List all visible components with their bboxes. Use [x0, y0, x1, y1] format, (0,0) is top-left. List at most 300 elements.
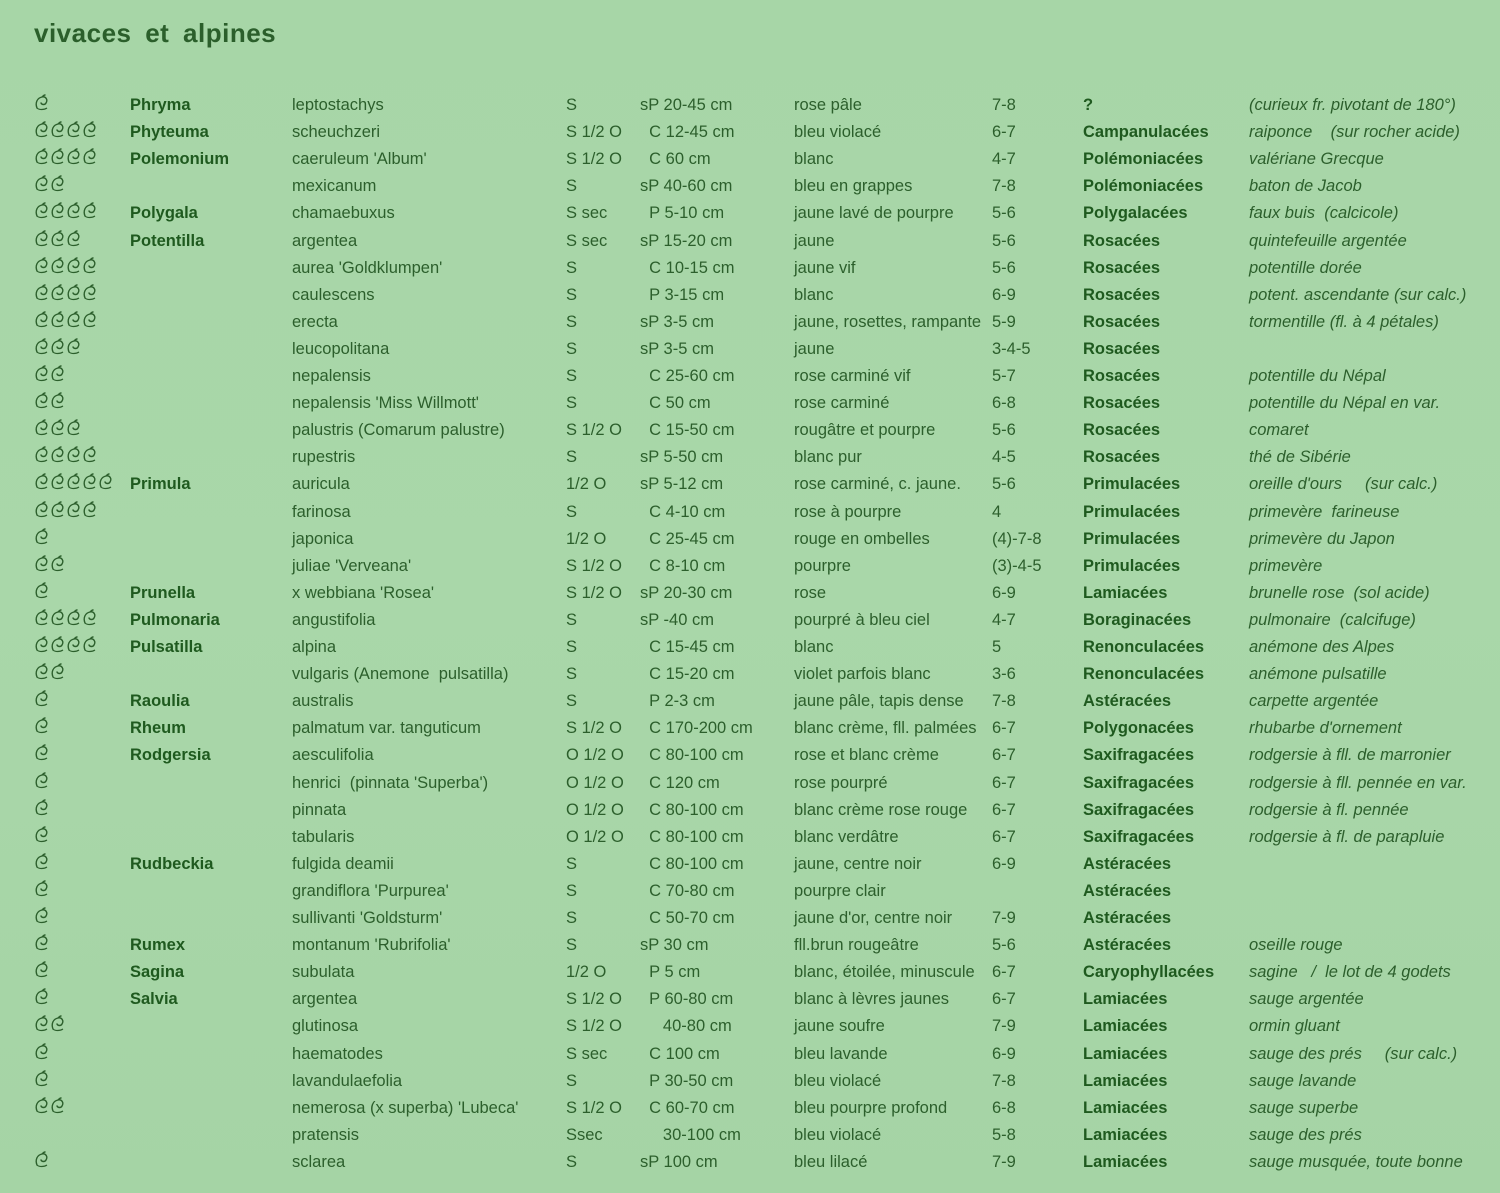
- hardiness-icon: [34, 636, 50, 654]
- hardiness-icon: [66, 257, 82, 275]
- hardiness-icon: [82, 473, 98, 491]
- species-cell: glutinosa: [292, 1017, 359, 1036]
- note-cell: primevère: [1249, 556, 1323, 575]
- flower-color-cell: blanc crème rose rouge: [794, 800, 968, 819]
- note-cell: (curieux fr. pivotant de 180°): [1249, 96, 1456, 114]
- flowering-period-cell: 6-9: [992, 854, 1016, 873]
- hardiness-icon: [66, 121, 82, 139]
- hardiness-icon: [82, 284, 98, 302]
- table-row: [0, 661, 1500, 688]
- flowering-period-cell: 6-7: [992, 773, 1016, 792]
- hardiness-icon: [50, 284, 66, 302]
- flowering-period-cell: 3-6: [992, 665, 1016, 684]
- flowering-period-cell: 3-4-5: [992, 339, 1031, 358]
- table-row: [0, 92, 1500, 119]
- species-cell: fulgida deamii: [292, 854, 394, 873]
- table-row: [0, 499, 1500, 526]
- note-cell: potentille du Népal: [1249, 367, 1386, 385]
- hardiness-icon: [66, 636, 82, 654]
- hardiness-rating: [34, 365, 66, 383]
- note-cell: rodgersie à fl. de parapluie: [1249, 827, 1445, 846]
- hardiness-rating: [34, 175, 66, 193]
- note-cell: baton de Jacob: [1249, 177, 1362, 196]
- soil-height-cell: C 15-45 cm: [640, 638, 735, 656]
- soil-height-cell: sP 3-5 cm: [640, 312, 714, 331]
- flower-color-cell: rose pâle: [794, 96, 862, 114]
- family-cell: Lamiacées: [1083, 1152, 1168, 1171]
- table-row: [0, 1122, 1500, 1149]
- hardiness-icon: [82, 501, 98, 519]
- soil-height-cell: P 30-50 cm: [640, 1071, 734, 1090]
- hardiness-icon: [82, 121, 98, 139]
- hardiness-icon: [50, 175, 66, 193]
- exposure-cell: S 1/2 O: [566, 990, 622, 1009]
- hardiness-rating: [34, 961, 50, 979]
- exposure-cell: S: [566, 394, 578, 413]
- species-cell: alpina: [292, 638, 337, 656]
- exposure-cell: S: [566, 367, 578, 385]
- exposure-cell: S: [566, 936, 578, 955]
- table-row: [0, 119, 1500, 146]
- flower-color-cell: pourpré à bleu ciel: [794, 610, 930, 629]
- hardiness-rating: [34, 121, 98, 139]
- hardiness-icon: [66, 230, 82, 248]
- species-cell: mexicanum: [292, 177, 377, 196]
- hardiness-icon: [34, 826, 50, 844]
- soil-height-cell: C 12-45 cm: [640, 123, 735, 142]
- family-cell: Renonculacées: [1083, 638, 1205, 656]
- hardiness-icon: [50, 202, 66, 220]
- table-row: [0, 309, 1500, 336]
- family-cell: Astéracées: [1083, 881, 1172, 900]
- exposure-cell: S 1/2 O: [566, 1098, 622, 1117]
- flowering-period-cell: 6-8: [992, 1098, 1016, 1117]
- note-cell: raiponce (sur rocher acide): [1249, 123, 1460, 142]
- species-cell: caeruleum 'Album': [292, 150, 427, 169]
- soil-height-cell: C 15-20 cm: [640, 665, 735, 684]
- hardiness-icon: [34, 880, 50, 898]
- hardiness-icon: [82, 202, 98, 220]
- table-row: [0, 634, 1500, 661]
- genus-cell: Sagina: [130, 963, 185, 982]
- table-row: [0, 417, 1500, 444]
- flower-color-cell: blanc: [794, 638, 834, 656]
- family-cell: Rosacées: [1083, 231, 1161, 250]
- hardiness-icon: [34, 1097, 50, 1115]
- table-row: [0, 1149, 1500, 1176]
- hardiness-rating: [34, 148, 98, 166]
- species-cell: auricula: [292, 475, 350, 494]
- hardiness-icon: [34, 582, 50, 600]
- note-cell: brunelle rose (sol acide): [1249, 583, 1430, 602]
- hardiness-icon: [34, 311, 50, 329]
- family-cell: Rosacées: [1083, 394, 1161, 413]
- hardiness-icon: [66, 284, 82, 302]
- genus-cell: Salvia: [130, 990, 178, 1009]
- soil-height-cell: P 60-80 cm: [640, 990, 734, 1009]
- flower-color-cell: bleu pourpre profond: [794, 1098, 948, 1117]
- soil-height-cell: C 25-60 cm: [640, 367, 735, 385]
- species-cell: subulata: [292, 963, 355, 982]
- species-cell: pinnata: [292, 800, 347, 819]
- species-cell: erecta: [292, 312, 338, 331]
- flower-color-cell: jaune: [794, 339, 835, 358]
- note-cell: sauge lavande: [1249, 1071, 1357, 1090]
- soil-height-cell: 30-100 cm: [640, 1125, 741, 1144]
- family-cell: Lamiacées: [1083, 1098, 1168, 1117]
- soil-height-cell: C 60 cm: [640, 150, 711, 169]
- genus-cell: Primula: [130, 475, 191, 494]
- family-cell: Primulacées: [1083, 502, 1181, 521]
- family-cell: Saxifragacées: [1083, 800, 1194, 819]
- species-cell: nepalensis 'Miss Willmott': [292, 394, 479, 413]
- table-row: [0, 905, 1500, 932]
- exposure-cell: O 1/2 O: [566, 773, 624, 792]
- hardiness-icon: [82, 636, 98, 654]
- family-cell: Saxifragacées: [1083, 746, 1194, 765]
- hardiness-rating: [34, 446, 98, 464]
- note-cell: thé de Sibérie: [1249, 448, 1351, 467]
- genus-cell: Polemonium: [130, 150, 230, 169]
- table-row: [0, 228, 1500, 255]
- hardiness-rating: [34, 1015, 66, 1033]
- note-cell: rodgersie à fll. de marronier: [1249, 746, 1451, 765]
- soil-height-cell: C 120 cm: [640, 773, 720, 792]
- table-row: [0, 986, 1500, 1013]
- hardiness-icon: [50, 419, 66, 437]
- flowering-period-cell: 5-6: [992, 421, 1016, 440]
- hardiness-rating: [34, 907, 50, 925]
- flowering-period-cell: 6-7: [992, 746, 1016, 765]
- hardiness-icon: [50, 446, 66, 464]
- flower-color-cell: jaune d'or, centre noir: [794, 909, 953, 927]
- flowering-period-cell: 5-8: [992, 1125, 1016, 1144]
- family-cell: Rosacées: [1083, 312, 1161, 331]
- family-cell: Astéracées: [1083, 936, 1172, 955]
- flower-color-cell: bleu en grappes: [794, 177, 913, 196]
- flowering-period-cell: 4-5: [992, 448, 1016, 467]
- hardiness-icon: [34, 1043, 50, 1061]
- note-cell: sauge superbe: [1249, 1098, 1359, 1117]
- hardiness-rating: [34, 934, 50, 952]
- soil-height-cell: P 3-15 cm: [640, 285, 725, 304]
- soil-height-cell: 40-80 cm: [640, 1017, 732, 1036]
- hardiness-icon: [66, 419, 82, 437]
- hardiness-rating: [34, 1070, 50, 1088]
- flower-color-cell: blanc verdâtre: [794, 827, 899, 846]
- soil-height-cell: C 50 cm: [640, 394, 711, 413]
- soil-height-cell: C 10-15 cm: [640, 258, 735, 277]
- flowering-period-cell: 5-6: [992, 936, 1016, 955]
- hardiness-icon: [50, 501, 66, 519]
- species-cell: australis: [292, 692, 354, 711]
- table-row: [0, 580, 1500, 607]
- family-cell: Saxifragacées: [1083, 827, 1194, 846]
- hardiness-icon: [50, 609, 66, 627]
- family-cell: Astéracées: [1083, 909, 1172, 927]
- hardiness-icon: [82, 446, 98, 464]
- flowering-period-cell: 6-7: [992, 990, 1016, 1009]
- hardiness-icon: [50, 555, 66, 573]
- species-cell: farinosa: [292, 502, 351, 521]
- exposure-cell: S: [566, 285, 578, 304]
- soil-height-cell: C 100 cm: [640, 1044, 720, 1063]
- flower-color-cell: jaune pâle, tapis dense: [794, 692, 964, 711]
- exposure-cell: S: [566, 881, 578, 900]
- table-row: [0, 824, 1500, 851]
- exposure-cell: S: [566, 692, 578, 711]
- flower-color-cell: rose à pourpre: [794, 502, 902, 521]
- hardiness-icon: [34, 501, 50, 519]
- exposure-cell: 1/2 O: [566, 963, 607, 982]
- soil-height-cell: sP 100 cm: [640, 1152, 718, 1171]
- soil-height-cell: sP 40-60 cm: [640, 177, 733, 196]
- note-cell: ormin gluant: [1249, 1017, 1340, 1036]
- exposure-cell: S: [566, 854, 578, 873]
- species-cell: henrici (pinnata 'Superba'): [292, 773, 489, 792]
- note-cell: oreille d'ours (sur calc.): [1249, 475, 1438, 494]
- hardiness-icon: [34, 772, 50, 790]
- family-cell: Lamiacées: [1083, 1017, 1168, 1036]
- flower-color-cell: blanc: [794, 150, 834, 169]
- table-row: [0, 146, 1500, 173]
- hardiness-icon: [50, 1097, 66, 1115]
- species-cell: sullivanti 'Goldsturm': [292, 909, 443, 927]
- hardiness-icon: [98, 473, 114, 491]
- flower-color-cell: bleu lavande: [794, 1044, 888, 1063]
- family-cell: Rosacées: [1083, 339, 1161, 358]
- hardiness-icon: [66, 446, 82, 464]
- flower-color-cell: rose carminé, c. jaune.: [794, 475, 961, 494]
- exposure-cell: S: [566, 1152, 578, 1171]
- note-cell: rodgersie à fl. pennée: [1249, 800, 1409, 819]
- hardiness-icon: [34, 907, 50, 925]
- table-row: [0, 688, 1500, 715]
- table-row: [0, 797, 1500, 824]
- flower-color-cell: rose carminé vif: [794, 367, 911, 385]
- soil-height-cell: sP 5-12 cm: [640, 475, 724, 494]
- hardiness-rating: [34, 555, 66, 573]
- exposure-cell: S 1/2 O: [566, 719, 622, 738]
- flower-color-cell: blanc: [794, 285, 834, 304]
- hardiness-rating: [34, 284, 98, 302]
- hardiness-icon: [66, 148, 82, 166]
- note-cell: carpette argentée: [1249, 692, 1379, 711]
- note-cell: anémone des Alpes: [1249, 638, 1395, 656]
- flowering-period-cell: 5-9: [992, 312, 1016, 331]
- species-cell: japonica: [292, 529, 354, 548]
- table-row: [0, 282, 1500, 309]
- flower-color-cell: bleu violacé: [794, 1125, 882, 1144]
- table-row: [0, 878, 1500, 905]
- species-cell: angustifolia: [292, 610, 376, 629]
- flowering-period-cell: (3)-4-5: [992, 556, 1042, 575]
- exposure-cell: S 1/2 O: [566, 1017, 622, 1036]
- family-cell: Polémoniacées: [1083, 150, 1204, 169]
- exposure-cell: O 1/2 O: [566, 800, 624, 819]
- exposure-cell: S: [566, 502, 578, 521]
- hardiness-icon: [66, 311, 82, 329]
- hardiness-icon: [34, 988, 50, 1006]
- family-cell: ?: [1083, 96, 1094, 114]
- flower-color-cell: rouge en ombelles: [794, 529, 930, 548]
- species-cell: montanum 'Rubrifolia': [292, 936, 451, 955]
- note-cell: quintefeuille argentée: [1249, 231, 1407, 250]
- hardiness-rating: [34, 501, 98, 519]
- table-row: [0, 851, 1500, 878]
- family-cell: Saxifragacées: [1083, 773, 1194, 792]
- family-cell: Lamiacées: [1083, 583, 1168, 602]
- species-cell: leptostachys: [292, 96, 384, 114]
- flower-color-cell: pourpre clair: [794, 881, 886, 900]
- note-cell: comaret: [1249, 421, 1309, 440]
- genus-cell: Potentilla: [130, 231, 205, 250]
- family-cell: Rosacées: [1083, 448, 1161, 467]
- genus-cell: Rudbeckia: [130, 854, 214, 873]
- hardiness-icon: [34, 257, 50, 275]
- family-cell: Primulacées: [1083, 475, 1181, 494]
- hardiness-icon: [34, 121, 50, 139]
- exposure-cell: S: [566, 638, 578, 656]
- hardiness-icon: [34, 609, 50, 627]
- hardiness-rating: [34, 636, 98, 654]
- hardiness-rating: [34, 392, 66, 410]
- flower-color-cell: blanc pur: [794, 448, 862, 467]
- hardiness-rating: [34, 473, 114, 491]
- exposure-cell: S: [566, 177, 578, 196]
- soil-height-cell: C 8-10 cm: [640, 556, 726, 575]
- note-cell: potent. ascendante (sur calc.): [1249, 285, 1467, 304]
- species-cell: x webbiana 'Rosea': [292, 583, 435, 602]
- soil-height-cell: sP 15-20 cm: [640, 231, 733, 250]
- hardiness-rating: [34, 1043, 50, 1061]
- note-cell: sauge musquée, toute bonne: [1249, 1152, 1463, 1171]
- flowering-period-cell: 4-7: [992, 610, 1016, 629]
- genus-cell: Rumex: [130, 936, 186, 955]
- genus-cell: Pulmonaria: [130, 610, 220, 629]
- flower-color-cell: violet parfois blanc: [794, 665, 931, 684]
- note-cell: valériane Grecque: [1249, 150, 1384, 169]
- hardiness-rating: [34, 338, 82, 356]
- species-cell: sclarea: [292, 1152, 346, 1171]
- hardiness-icon: [34, 528, 50, 546]
- table-row: [0, 255, 1500, 282]
- flower-color-cell: jaune lavé de pourpre: [794, 204, 954, 223]
- exposure-cell: S: [566, 96, 578, 114]
- species-cell: vulgaris (Anemone pulsatilla): [292, 665, 509, 684]
- species-cell: nepalensis: [292, 367, 371, 385]
- flowering-period-cell: 7-8: [992, 177, 1016, 196]
- genus-cell: Phyteuma: [130, 123, 209, 142]
- flowering-period-cell: 5-6: [992, 231, 1016, 250]
- hardiness-rating: [34, 1097, 66, 1115]
- hardiness-icon: [34, 202, 50, 220]
- hardiness-icon: [50, 365, 66, 383]
- species-cell: palmatum var. tanguticum: [292, 719, 481, 738]
- table-row: [0, 444, 1500, 471]
- species-cell: leucopolitana: [292, 339, 390, 358]
- table-row: [0, 1095, 1500, 1122]
- soil-height-cell: P 5-10 cm: [640, 204, 725, 223]
- exposure-cell: S: [566, 1071, 578, 1090]
- exposure-cell: 1/2 O: [566, 475, 607, 494]
- hardiness-rating: [34, 202, 98, 220]
- species-cell: argentea: [292, 231, 358, 250]
- hardiness-icon: [66, 473, 82, 491]
- hardiness-icon: [34, 1070, 50, 1088]
- table-row: [0, 932, 1500, 959]
- hardiness-rating: [34, 853, 50, 871]
- family-cell: Lamiacées: [1083, 1044, 1168, 1063]
- family-cell: Lamiacées: [1083, 1071, 1168, 1090]
- note-cell: sauge des prés: [1249, 1125, 1362, 1144]
- soil-height-cell: C 80-100 cm: [640, 854, 744, 873]
- exposure-cell: 1/2 O: [566, 529, 607, 548]
- hardiness-icon: [34, 419, 50, 437]
- hardiness-rating: [34, 419, 82, 437]
- hardiness-icon: [82, 148, 98, 166]
- soil-height-cell: C 70-80 cm: [640, 881, 735, 900]
- exposure-cell: S sec: [566, 231, 608, 250]
- soil-height-cell: C 80-100 cm: [640, 827, 744, 846]
- family-cell: Rosacées: [1083, 421, 1161, 440]
- flowering-period-cell: 5: [992, 638, 1002, 656]
- family-cell: Boraginacées: [1083, 610, 1192, 629]
- note-cell: sauge argentée: [1249, 990, 1364, 1009]
- hardiness-icon: [34, 1151, 50, 1169]
- family-cell: Polygalacées: [1083, 204, 1188, 223]
- flowering-period-cell: 6-9: [992, 583, 1016, 602]
- hardiness-rating: [34, 799, 50, 817]
- note-cell: primevère du Japon: [1249, 529, 1395, 548]
- soil-height-cell: C 170-200 cm: [640, 719, 753, 738]
- table-row: [0, 1068, 1500, 1095]
- exposure-cell: S 1/2 O: [566, 556, 622, 575]
- note-cell: sauge des prés (sur calc.): [1249, 1044, 1458, 1063]
- genus-cell: Pulsatilla: [130, 638, 203, 656]
- flower-color-cell: bleu lilacé: [794, 1152, 868, 1171]
- soil-height-cell: C 50-70 cm: [640, 909, 735, 927]
- note-cell: rodgersie à fll. pennée en var.: [1249, 773, 1467, 792]
- hardiness-rating: [34, 744, 50, 762]
- hardiness-icon: [82, 609, 98, 627]
- flowering-period-cell: 6-7: [992, 719, 1016, 738]
- hardiness-icon: [50, 311, 66, 329]
- hardiness-rating: [34, 772, 50, 790]
- species-cell: argentea: [292, 990, 358, 1009]
- hardiness-icon: [66, 609, 82, 627]
- flowering-period-cell: 7-9: [992, 909, 1016, 927]
- hardiness-rating: [34, 988, 50, 1006]
- hardiness-icon: [34, 230, 50, 248]
- family-cell: Astéracées: [1083, 854, 1172, 873]
- flower-color-cell: rose carminé: [794, 394, 890, 413]
- flowering-period-cell: 5-6: [992, 475, 1016, 494]
- genus-cell: Rodgersia: [130, 746, 211, 765]
- flowering-period-cell: 7-9: [992, 1017, 1016, 1036]
- hardiness-icon: [34, 853, 50, 871]
- family-cell: Lamiacées: [1083, 990, 1168, 1009]
- family-cell: Rosacées: [1083, 258, 1161, 277]
- hardiness-rating: [34, 609, 98, 627]
- hardiness-icon: [34, 284, 50, 302]
- hardiness-icon: [34, 94, 50, 112]
- hardiness-icon: [66, 338, 82, 356]
- flowering-period-cell: 7-8: [992, 1071, 1016, 1090]
- hardiness-icon: [34, 1015, 50, 1033]
- species-cell: lavandulaefolia: [292, 1071, 403, 1090]
- flowering-period-cell: 7-8: [992, 692, 1016, 711]
